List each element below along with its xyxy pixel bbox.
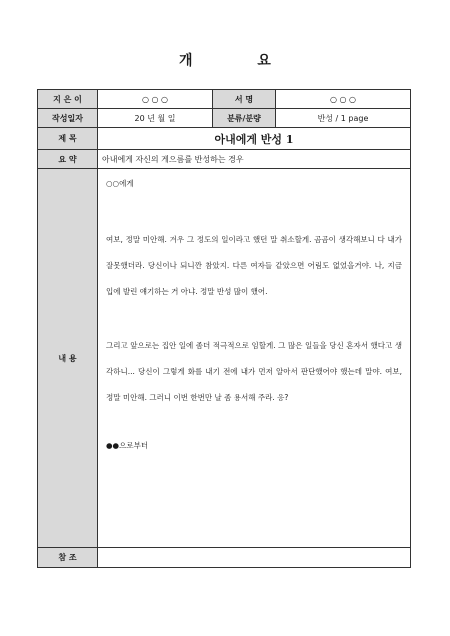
author-label: 지 은 이: [38, 90, 98, 109]
table-row: [38, 128, 411, 150]
signature-value[interactable]: ○ ○ ○: [276, 90, 411, 109]
summary-label: 요 약: [38, 150, 98, 169]
subject-value[interactable]: 아내에게 반성 1: [98, 128, 411, 150]
table-row: [38, 150, 411, 169]
letter-paragraph-1: 여보, 정말 미안해. 겨우 그 정도의 일이라고 했던 말 취소할게. 곰곰이 생각해보니 다 내가 잘못했더라. 당신이나 되니깐 참았지. 다른 여자들 같았으면 어림도 없었을거야. 나, 지금 입에 발린 얘기하는 거 아냐. 정말 반성 많이 했어.: [106, 235, 402, 296]
content-label: 내 용: [38, 169, 98, 548]
document-title: 개 요: [179, 53, 301, 69]
summary-form-table: [37, 89, 411, 568]
category-label: 분류/분량: [213, 109, 276, 128]
table-row: [38, 169, 411, 548]
letter-greeting: ○○에게: [106, 179, 134, 188]
table-row: [38, 109, 411, 128]
content-body[interactable]: [98, 169, 411, 548]
table-row: [38, 548, 411, 568]
reference-value[interactable]: [98, 548, 411, 568]
category-value[interactable]: 반성 / 1 page: [276, 109, 411, 128]
signature-label: 서 명: [213, 90, 276, 109]
letter-signoff: ●●으로부터: [106, 441, 149, 450]
subject-label: 제 목: [38, 128, 98, 150]
date-value[interactable]: 20 년 월 일: [98, 109, 213, 128]
table-row: [38, 90, 411, 109]
letter-paragraph-2: 그리고 앞으로는 집안 일에 좀더 적극적으로 임할게. 그 많은 일들을 당신 혼자서 했다고 생각하니... 당신이 그렇게 화를 내기 전에 내가 먼저 알아서 판단했어야 했는데 말야. 여보, 정말 미안해. 그러니 이번 한번만 날 좀 용서해 주라. 응?: [106, 341, 402, 402]
summary-value[interactable]: 아내에게 자신의 게으름를 반성하는 경우: [98, 150, 411, 169]
reference-label: 참 조: [38, 548, 98, 568]
author-value[interactable]: ○ ○ ○: [98, 90, 213, 109]
date-label: 작성일자: [38, 109, 98, 128]
